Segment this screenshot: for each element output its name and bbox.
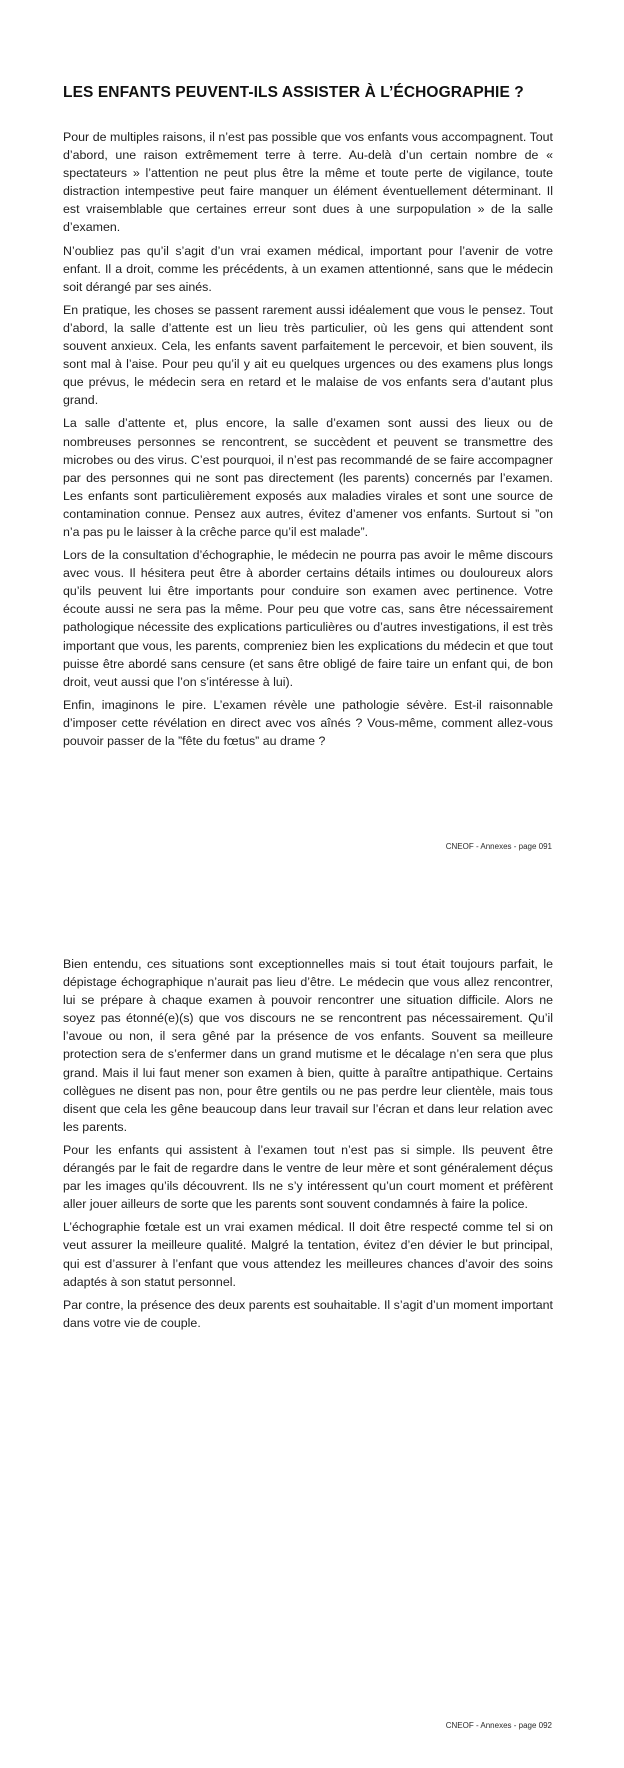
page-footer: CNEOF - Annexes - page 091 bbox=[445, 842, 552, 851]
paragraph: L’échographie fœtale est un vrai examen médical. Il doit être respecté comme tel si on veut assurer la meilleure qualité. Malgré la tentation, évitez d’en dévier le but principal, qui est d’assurer à l’enfant que vous attendez les meilleures chances d’avoir des soins adaptés à son statut personnel. bbox=[63, 1220, 553, 1289]
paragraph: Pour de multiples raisons, il n’est pas possible que vos enfants vous accompagnent. Tout d’abord, une raison extrêmement terre à terre. Au-delà d’un certain nombre de « spectateurs » l’attention ne peut plus être la même et toute perte de vigilance, toute distraction intempestive peut faire manquer un élément éventuellement déterminant. Il est vraisemblable que certaines erreur sont dues à une surpopulation » de la salle d’examen. bbox=[63, 130, 553, 235]
paragraph: Lors de la consultation d’échographie, le médecin ne pourra pas avoir le même discours avec vous. Il hésitera peut être à aborder certains détails intimes ou douloureux alors qu’ils peuvent lui être importants pour conduire son examen avec pertinence. Votre écoute aussi ne sera pas la même. Pour peu que votre cas, sans être nécessairement pathologique nécessite des explications particulières ou d’autres investigations, il est très important que vous, les parents, compreniez bien les explications du médecin et que tout puisse être abordé sans censure (et sans être obligé de faire taire un enfant qui, de bon droit, veut aussi que l’on s’intéresse à lui). bbox=[63, 548, 553, 689]
page-1-body bbox=[63, 128, 553, 755]
document-title: LES ENFANTS PEUVENT-ILS ASSISTER À L’ÉCHOGRAPHIE ? bbox=[63, 84, 524, 102]
paragraph: Bien entendu, ces situations sont exceptionnelles mais si tout était toujours parfait, le dépistage échographique n’aurait pas lieu d’être. Le médecin que vous allez rencontrer, lui se prépare à chaque examen à pouvoir rencontrer une situation difficile. Alors ne soyez pas étonné(e)(s) que vos discours ne se rencontrent pas nécessairement. Qu’il l’avoue ou non, il sera gêné par la présence de vos enfants. Souvent sa meilleure protection sera de s’enfermer dans un grand mutisme et le décalage n’en sera que plus grand. Mais il lui faut mener son examen à bien, quitte à paraître antipathique. Certains collègues ne disent pas non, pour être gentils ou ne pas perdre leur clientèle, mais tous disent que cela les gêne beaucoup dans leur travail sur l’écran et dans leur relation avec les parents. bbox=[63, 957, 553, 1134]
page-2-body bbox=[63, 955, 553, 1337]
paragraph: N’oubliez pas qu’il s’agit d’un vrai examen médical, important pour l’avenir de votre enfant. Il a droit, comme les précédents, à un examen attentionné, sans que le médecin soit dérangé par ses ainés. bbox=[63, 243, 553, 294]
paragraph: Enfin, imaginons le pire. L’examen révèle une pathologie sévère. Est-il raisonnable d’imposer cette révélation en direct avec vos aînés ? Vous-même, comment allez-vous pouvoir passer de la ”fête du fœtus” au drame ? bbox=[63, 697, 553, 748]
paragraph: En pratique, les choses se passent rarement aussi idéalement que vous le pensez. Tout d’abord, la salle d’attente est un lieu très particulier, où les gens qui attendent sont souvent anxieux. Cela, les enfants savent parfaitement le percevoir, et bien souvent, ils sont mal à l’aise. Pour peu qu’il y ait eu quelques urgences ou des examens plus longs que prévus, le médecin sera en retard et le malaise de vos enfants sera d’autant plus grand. bbox=[63, 302, 553, 408]
paragraph: Par contre, la présence des deux parents est souhaitable. Il s’agit d’un moment important dans votre vie de couple. bbox=[63, 1297, 553, 1330]
paragraph: Pour les enfants qui assistent à l’examen tout n’est pas si simple. Ils peuvent être dérangés par le fait de regardre dans le ventre de leur mère et sont généralement déçus par les images qu’ils découvrent. Ils ne s’y intéressent qu’un court moment et préfèrent aller jouer ailleurs de sorte que les parents sont souvent condamnés à faire la police. bbox=[63, 1142, 553, 1212]
paragraph: La salle d’attente et, plus encore, la salle d’examen sont aussi des lieux ou de nombreuses personnes se rencontrent, se succèdent et peuvent se transmettre des microbes ou des virus. C’est pourquoi, il n’est pas recommandé de se faire accompagner par des personnes qui ne sont pas directement (les parents) concernés par l’examen. Les enfants sont particulièrement exposés aux maladies virales et sont une source de contamination connue. Pensez aux autres, évitez d’amener vos enfants. Surtout si ”on n’a pas pu le laisser à la crêche parce qu’il est malade”. bbox=[63, 416, 553, 539]
page-footer: CNEOF - Annexes - page 092 bbox=[445, 1721, 552, 1730]
